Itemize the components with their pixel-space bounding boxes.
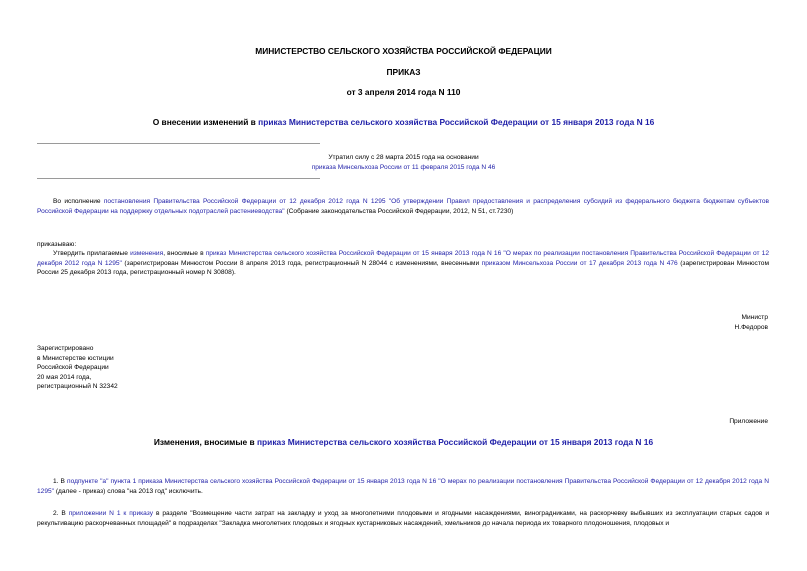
order-word: приказываю: (37, 241, 77, 248)
approve-text-3: (зарегистрирован Минюстом России 8 апреля 2013 года, регистрационный N 28044 с изменениями, внесенными (121, 259, 482, 267)
approve-text-2: , вносимые в (163, 250, 206, 257)
registration-line: Российской Федерации (37, 364, 109, 372)
appendix-order-link[interactable]: приказ Министерства сельского хозяйства Российской Федерации от 15 января 2013 года N 16 (257, 437, 654, 447)
item-1-paragraph (37, 477, 769, 496)
order-476-link[interactable]: приказом Минсельхоза России от 17 декабря 2013 года N 476 (481, 259, 678, 267)
status-note-link[interactable]: приказа Минсельхоза России от 11 февраля 2015 года N 46 (311, 163, 496, 171)
approve-text-4: (зарегистрирован Минюстом России 25 декабря 2013 года, регистрационный номер N 30808). (37, 259, 769, 277)
registration-line: регистрационный N 32342 (37, 383, 118, 391)
document-type: ПРИКАЗ (386, 67, 421, 77)
registration-line: Зарегистрировано (37, 345, 94, 352)
registration-block (37, 344, 118, 392)
changes-link[interactable]: изменения (130, 250, 164, 257)
registration-line: в Министерстве юстиции (37, 354, 114, 362)
document-title (0, 117, 807, 127)
registration-line: 20 мая 2014 года, (37, 373, 92, 381)
item-2-text-2: в разделе "Возмещение части затрат на закладку и уход за многолетними плодовыми и ягодными насаждениями, виноградниками, на раскорчевку выбывших из эксплуатации старых садов и рекультивацию раскорчеванных площадей" в подразделах "Закладка многолетних плодовых и ягодных кустарниковых насаждений, хмельников до начала периода их товарного плодоношения, плодовых и (37, 510, 769, 527)
order-16-link[interactable]: приказ Министерства сельского хозяйства Российской Федерации от 15 января 2013 года N 16 "О мерах по реализации постановления Правительства Российской Федерации от 12 декабря 2012 года N 1295" (37, 250, 769, 267)
divider-bottom (37, 178, 320, 179)
preamble-resolution-link[interactable]: постановления Правительства Российской Федерации от 12 декабря 2012 года N 1295 "Об утверждении Правил предоставления и распределения субсидий из федерального бюджета бюджетам субъектов Российской Федерации на поддержку отдельных подотраслей растениеводства" (37, 198, 769, 215)
appendix-title (0, 437, 807, 447)
ministry-heading: МИНИСТЕРСТВО СЕЛЬСКОГО ХОЗЯЙСТВА РОССИЙСКОЙ ФЕДЕРАЦИИ (255, 46, 552, 56)
item-2-text-1: 2. В (53, 510, 69, 517)
preamble-text-2: (Собрание законодательства Российской Федерации, 2012, N 51, ст.7230) (284, 207, 514, 215)
status-note (0, 153, 807, 172)
item-2-paragraph (37, 509, 769, 528)
appendix-title-prefix: Изменения, вносимые в (153, 437, 257, 447)
item-2-link[interactable]: приложении N 1 к приказу (68, 510, 154, 517)
signature-position: Министр (741, 314, 768, 321)
preamble-text-1: Во исполнение (53, 198, 104, 205)
divider-top (37, 143, 320, 144)
signature-block (735, 313, 768, 332)
title-prefix: О внесении изменений в (152, 117, 259, 127)
item-1-text-1: 1. В (53, 478, 67, 485)
status-note-text: Утратил силу с 28 марта 2015 года на основании (328, 154, 479, 161)
approve-text-1: Утвердить прилагаемые (53, 250, 131, 257)
document-date-number: от 3 апреля 2014 года N 110 (346, 87, 461, 97)
item-1-link[interactable]: подпункте "а" пункта 1 приказа Министерства сельского хозяйства Российской Федерации от 15 января 2013 года N 16 "О мерах по реализации постановления Правительства Российской Федерации от 12 декабря 2012 года N 1295" (37, 478, 769, 495)
title-order-link[interactable]: приказ Министерства сельского хозяйства Российской Федерации от 15 января 2013 года N 16 (258, 117, 655, 127)
preamble-paragraph (37, 197, 769, 216)
signature-name: Н.Федоров (734, 323, 768, 331)
item-1-text-2: (далее - приказ) слова "на 2013 год" исключить. (54, 487, 203, 495)
appendix-label: Приложение (729, 418, 768, 425)
approve-paragraph (37, 249, 769, 278)
